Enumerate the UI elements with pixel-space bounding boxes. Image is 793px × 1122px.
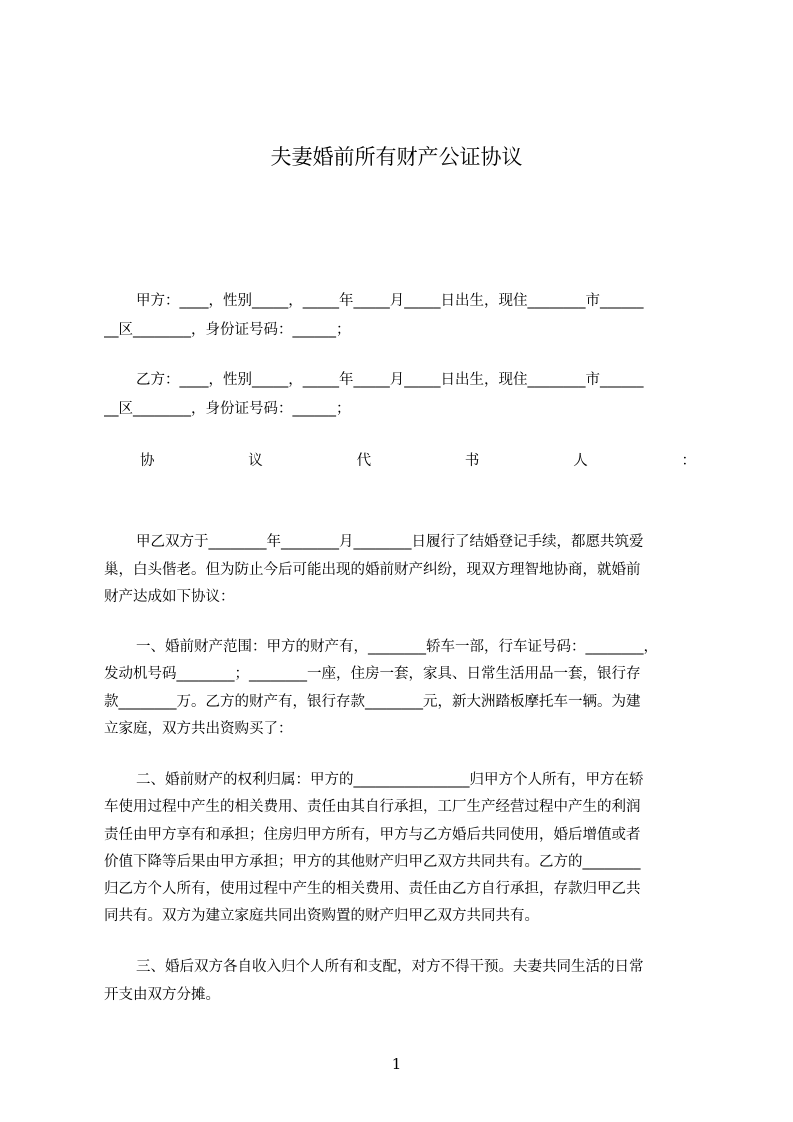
- section-2-line: 归乙方个人所有，使用过程中产生的相关费用、责任由乙方自行承担，存款归甲乙共: [104, 881, 641, 897]
- agent-char: 协: [140, 453, 155, 469]
- section-2-line: 同共有。双方为建立家庭共同出资购置的财产归甲乙双方共同共有。: [104, 908, 539, 924]
- agent-row: [140, 448, 696, 474]
- intro-line: 财产达成如下协议：: [104, 589, 235, 605]
- party-b-line-2: __区________，身份证号码：______；: [104, 401, 351, 417]
- intro-line: 甲乙双方于________年________月________日履行了结婚登记手续，都愿共筑爱: [136, 534, 644, 550]
- section-2-line: 价值下降等后果由甲方承担；甲方的其他财产归甲乙双方共同共有。乙方的________: [104, 854, 641, 870]
- section-3-line: 开支由双方分摊。: [104, 987, 220, 1003]
- agent-char: 人: [573, 453, 588, 469]
- section-1-line: 发动机号码________；________一座，住房一套，家具、日常生活用品一套，银行存: [104, 666, 641, 682]
- page-number: 1: [391, 1055, 402, 1073]
- section-2-line: 二、婚前财产的权利归属：甲方的________________归甲方个人所有，甲方在轿: [136, 772, 644, 788]
- party-a-line-2: __区________，身份证号码：______；: [104, 322, 351, 338]
- section-1-line: 一、婚前财产范围：甲方的财产有，________轿车一部，行车证号码：________，: [136, 639, 658, 655]
- agent-char: 议: [248, 453, 263, 469]
- agent-colon: ：: [681, 453, 696, 469]
- section-3-line: 三、婚后双方各自收入归个人所有和支配，对方不得干预。夫妻共同生活的日常: [136, 959, 644, 975]
- section-2-line: 车使用过程中产生的相关费用、责任由其自行承担，工厂生产经营过程中产生的利润: [104, 799, 641, 815]
- agent-char: 代: [356, 453, 372, 469]
- party-a-line-1: 甲方：____，性别_____，_____年_____月_____日出生，现住________市______: [136, 293, 644, 309]
- section-1-line: 款________万。乙方的财产有，银行存款________元，新大洲踏板摩托车一辆。为建: [104, 694, 641, 710]
- intro-line: 巢，白头偕老。但为防止今后可能出现的婚前财产纠纷，现双方理智地协商，就婚前: [104, 562, 641, 578]
- section-2-line: 责任由甲方享有和承担；住房归甲方所有，甲方与乙方婚后共同使用，婚后增值或者: [104, 827, 641, 843]
- section-1-line: 立家庭，双方共出资购买了：: [104, 721, 293, 737]
- party-b-line-1: 乙方：____，性别_____，_____年_____月_____日出生，现住________市______: [136, 372, 644, 388]
- agent-char: 书: [464, 453, 480, 469]
- document-title: 夫妻婚前所有财产公证协议: [270, 145, 523, 169]
